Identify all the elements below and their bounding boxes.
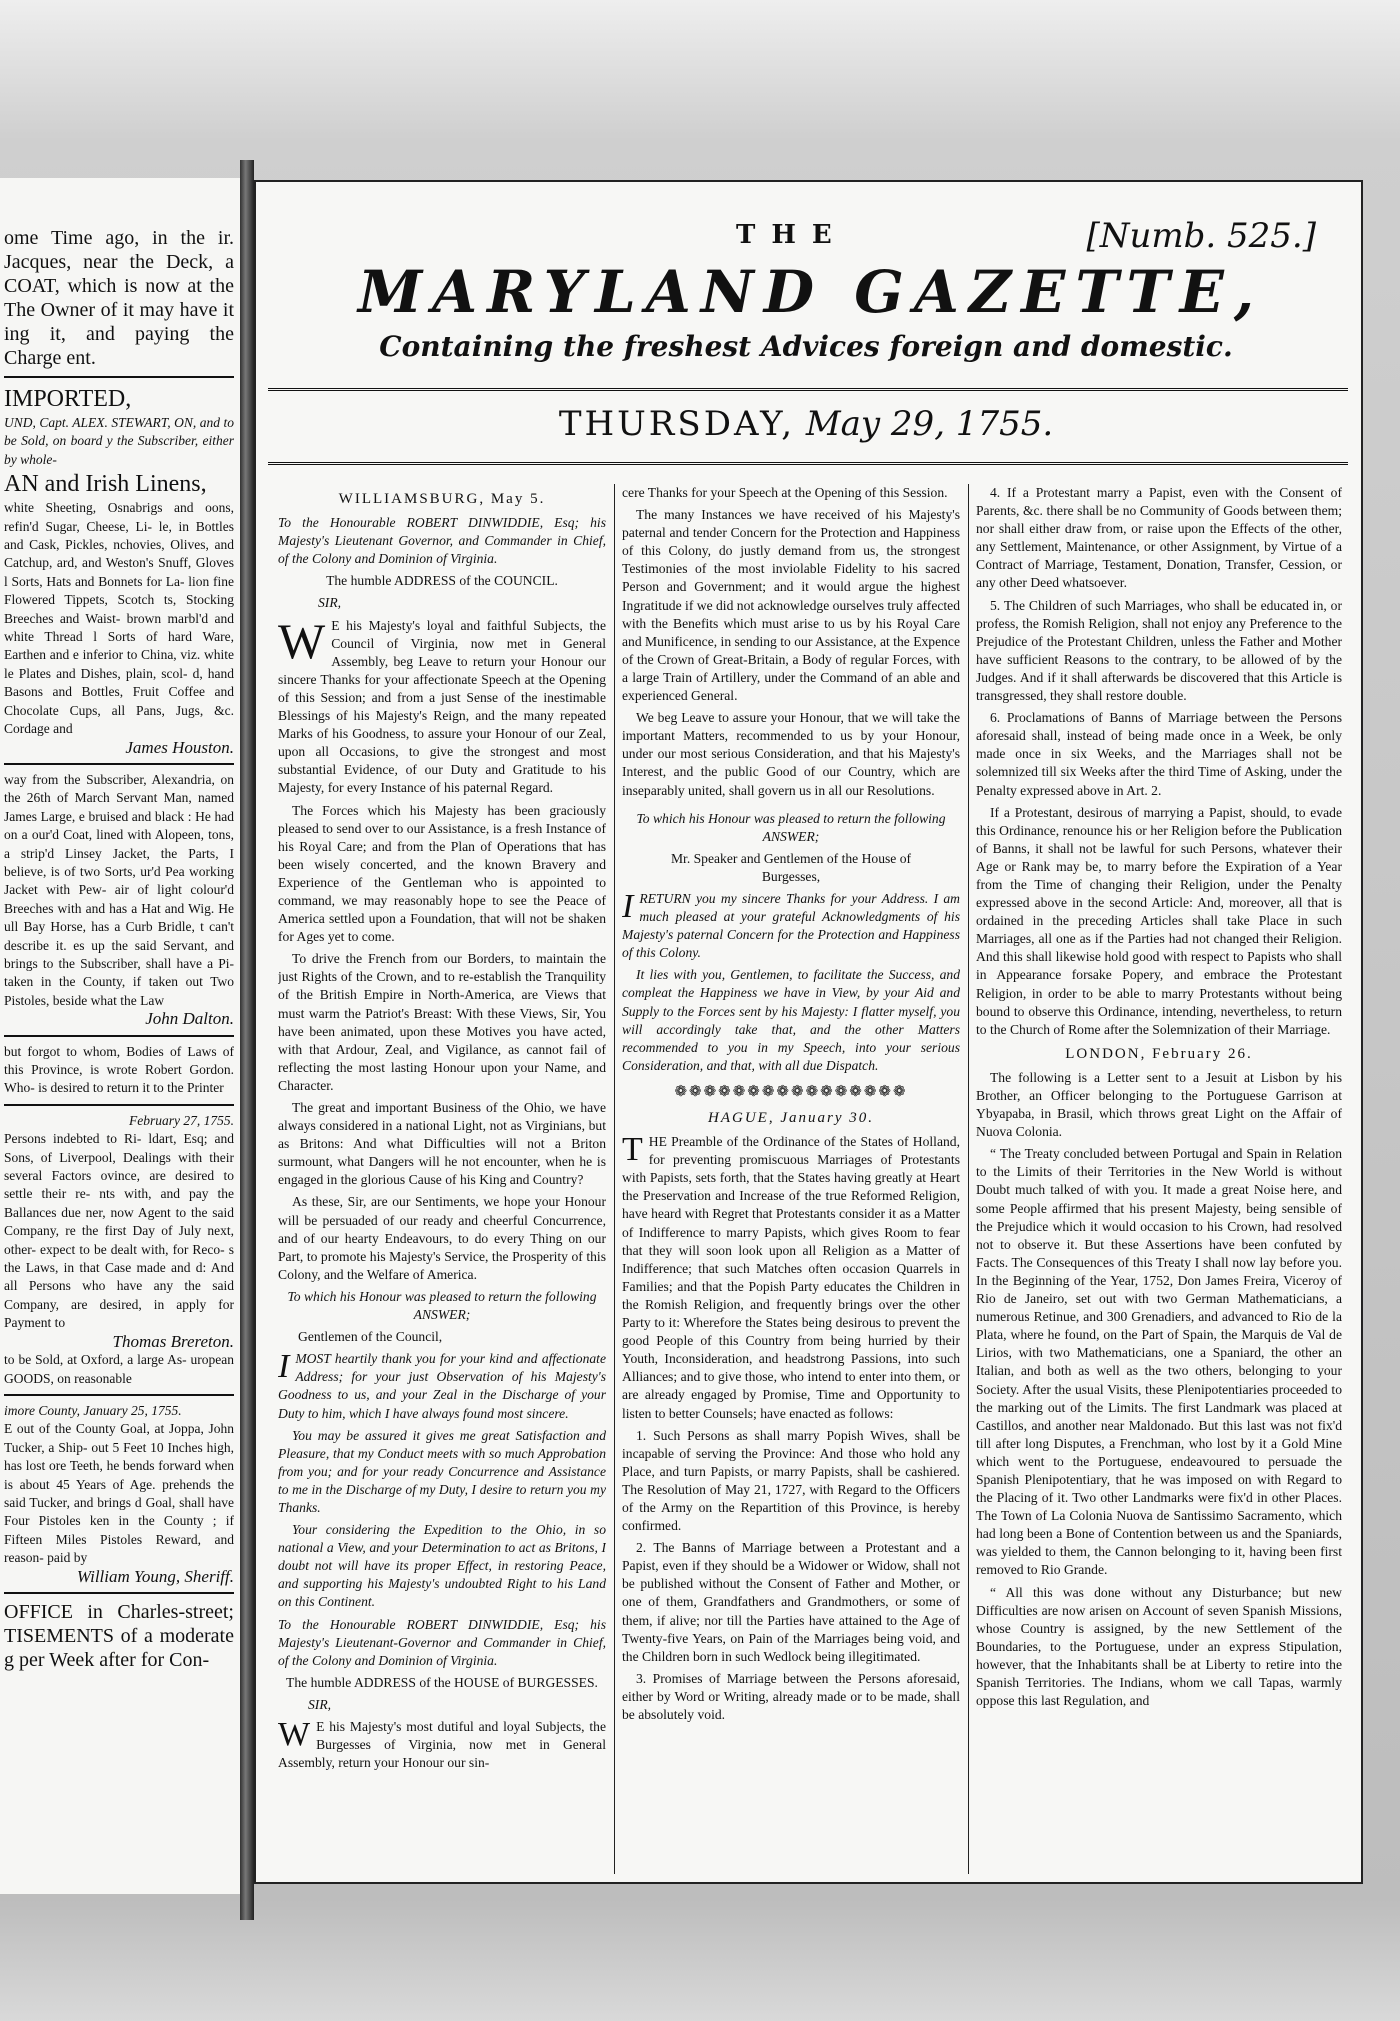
burgesses-paragraph: The many Instances we have received of his Majesty's paternal and tender Concern for the Protection and Happiness of this Colony, do justly demand from us, the strongest Testimonies of the most inviolable Fidelity to his sacred Person and Government; and it would argue the highest Ingratitude if we did not acknowledge ourselves truly affected with the Benefits which must arise to us by his Royal Care and Munificence, in sending to our Assistance, at the Expence of the Crown of Great-Britain, a Body of regular Forces, with a large Train of Artillery, under the Command of an able and experienced General.: [622, 507, 960, 704]
salutation: SIR,: [318, 595, 342, 611]
column-3: [976, 484, 1342, 1874]
column-2: [622, 484, 960, 1874]
council-paragraph: The Forces which his Majesty has been graciously pleased to send over to our Assistance, is a fresh Instance of his Royal Care; and from the Plan of Operations that has been wisely concerted, and the known Bravery and Experience of the Gentleman who is appointed to command, we may reasonably hope to see the Peace of America settled upon a Foundation, that will not be shaken for Ages yet to come.: [278, 802, 606, 945]
lp-rule: [4, 763, 234, 765]
london-paragraph: “ The Treaty concluded between Portugal and Spain in Relation to the Limits of their Territories in the New World is without Doubt much talked of with you. It made a great Noise here, and some People affirmed that his present Majesty, being sensible of the Prejudice which it would occasion to his Crown, had resolved not to observe it. But these Assertions have been confuted by Facts. The Consequences of this Treaty I shall now lay before you. In the Beginning of the Year, 1752, Don James Freira, Viceroy of Rio de Janeiro, set out with two German Mathematicians, a numerous Retinue, and 300 Grenadiers, and advanced to Rio de la Plata, where he found, on the Part of Spain, the Marquis de Val de Lirios, with two Mathematicians, one a Spaniard, the other an Italian, and both as well as the two others, belonging to your Society. After the usual Visits, these Plenipotentiaries proceeded to the marking out of the Limits. The first Landmark was placed at Castillos, and another near Maldonado. But this last was not fix'd till after long Disputes, a Frenchman, who lost by it a Gold Mine which went to the Portuguese, endeavoured to persuade the Spanish Plenipotentiary, that he was imposed on with Regard to the Placing of it. Two other Landmarks were fix'd in other Places. The Town of La Colonia Nuova de Santissimo Sacramento, which had long been a Bone of Contention between us and the Spaniards, was yielded to them, the Cannon belonging to it, having been first removed to Rio Grande.: [976, 1146, 1342, 1578]
gentlemen-salutation: Gentlemen of the Council,: [298, 1329, 443, 1345]
lp-office: OFFICE in Charles-street; TISEMENTS of a moderate g per Week after for Con-: [4, 1600, 234, 1671]
issue-day: THURSDAY,: [558, 404, 796, 444]
lp-signature: John Dalton.: [145, 1009, 234, 1029]
council-paragraph: To drive the French from our Borders, to maintain the just Rights of the Crown, and to re-establish the Tranquility of the British Empire in North-America, are Views that must warm the Patriot's Breast: With these Views, Sir, You have been animated, upon these Motives you have acted, with that Ardour, Zeal, and Vigilance, as cannot fail of reflecting the most lasting Honour upon your Name, and Character.: [278, 951, 606, 1093]
column-rule: [614, 484, 615, 1874]
salutation: SIR,: [308, 1696, 332, 1712]
column-1: [278, 484, 606, 1874]
hague-paragraph: 1. Such Persons as shall marry Popish Wives, shall be incapable of serving the Province: And those who hold any Place, and turn Papists, or marry Papists, shall be cashiered. The Resolution of May 21, 1727, with Regard to the Officers of the Army on the Repartition of this Province, is hereby confirmed.: [622, 1427, 960, 1534]
lp-rule: [4, 1394, 234, 1396]
hague-paragraph: 5. The Children of such Marriages, who shall be educated in, or profess, the Romish Religion, shall not enjoy any Preference to the Prejudice of the Protestant Children, unless the Father and Mother have sufficient Reasons to the contrary, to be allowed of by the Judges. And if it shall afterwards be discovered that this Article is transgressed, they shall restore double.: [976, 597, 1342, 704]
previous-page-text: [0, 178, 240, 1672]
hague-paragraph: 2. The Banns of Marriage between a Protestant and a Papist, even if they should be a Widower or Widow, shall not be published without the Consent of Father and Mother, or one of them, Grandfathers and Grandmothers, or some of them, if alive; nor till the Parties have attained to the Age of Twenty-five Years, on Pain of the Marriages being void, and the Children born in such Wedlock being illegitimated.: [622, 1540, 960, 1664]
ornament-divider: ❁❁❁❁❁❁❁❁❁❁❁❁❁❁❁❁: [674, 1083, 908, 1100]
lp-runaway: way from the Subscriber, Alexandria, on the 26th of March Servant Man, named James Large, e bruised and black : He had on a our'd Coat, lined with Alopeen, tons, a strip'd Linsey Jacket, the Parts, I believe, is of two Sorts, ur'd Pea working Jacket with Pew- air of light colour'd Breeches with and has a Hat and Wig. He ull Bay Horse, has a Curb Bridle, t can't describe it. es up the said Servant, and brings to the Subscriber, shall have a Pi- taken in the County, if taken out Two Pistoles, beside what the Law: [4, 771, 234, 1008]
lp-indebted: Persons indebted to Ri- ldart, Esq; and Sons, of Liverpool, Dealings with their several Factors ovince, are desired to settle their re- nts with, and pay the Ballances due ner, now Agent to the said Company, re the first Day of July next, other- expect to be dealt with, for Reco- s the Laws, in that Case made and d: And all Persons who have any the said Company, are desired, in apply for Payment to: [4, 1131, 234, 1331]
masthead-the: THE: [736, 220, 848, 250]
answer-paragraph: RETURN you my sincere Thanks for your Address. I am much pleased at your grateful Acknowledgments of his Majesty's paternal Concern for the Protection and Happiness of this Colony.: [622, 890, 960, 961]
lp-rule: [4, 1035, 234, 1037]
hague-paragraph: HE Preamble of the Ordinance of the States of Holland, for preventing promiscuous Marriages of Protestants with Papists, sets forth, that the States having greatly at Heart the Preservation and Increase of the true Reformed Religion, have heard with Regret that Protestants consider it as a Matter of Indifference to marry Papists, which gives Room to fear that they will soon look upon all Religion as a Matter of Indifference; that such Matches often occasion Quarrels in Families; and that the Popish Party educates the Children in the Romish Religion, and frequently brings over the other Party to it: Wherefore the States being desirous to prevent the good People of this Country from being hurried by their Youth, Inconsideration, and headstrong Passions, into such Alliances; and to give those, who intend to enter into them, or are already engaged by Promise, Time and Opportunity to listen to better Counsels; have enacted as follows:: [622, 1134, 960, 1421]
council-paragraph: As these, Sir, are our Sentiments, we hope your Honour will be persuaded of our ready and cheerful Concurrence, and of our hearty Endeavours, to do every Thing on our Part, to promote his Majesty's Service, the Prosperity of this Colony, and the Welfare of America.: [278, 1194, 606, 1282]
answer-paragraph: Your considering the Expedition to the Ohio, in so national a View, and your Determination to act as Britons, I doubt not will have its proper Effect, in restoring Peace, and supporting his Majesty's undoubted Right to his Land on this Continent.: [278, 1522, 606, 1610]
lp-linens-body: white Sheeting, Osnabrigs and oons, refin'd Sugar, Cheese, Li- le, in Bottles and Cask, Pickles, nchovies, Olives, and Catchup, ard, and Weston's Snuff, Gloves l Sorts, Hats and Bonnets for La- lion fine Flowered Tippets, Scotch ts, Stocking Breeches and Waist- brown marbl'd and white Thread l Sorts of hard Ware, Earthen and e inferior to China, viz. white le Plates and Dishes, plain, scol- d, hand Basons and Bottles, Fruit Coffee and Chocolate Cups, all Pans, Jugs, &c. Cordage and: [4, 500, 234, 737]
drop-cap: I: [278, 1348, 290, 1386]
lp-sold: to be Sold, at Oxford, a large As- uropean GOODS, on reasonable: [4, 1352, 234, 1386]
burgesses-paragraph: cere Thanks for your Speech at the Opening of this Session.: [622, 485, 948, 500]
lp-linens-head: AN and Irish Linens,: [4, 471, 207, 498]
lp-goal: E out of the County Goal, at Joppa, John Tucker, a Ship- out 5 Feet 10 Inches high, has lost ore Teeth, he bends forward when is about 45 Years of Age. prehends the said Tucker, and brings d Goal, shall have Four Pistoles ken in the County ; if Fifteen Miles Pistoles Reward, and reason- paid by: [4, 1421, 234, 1566]
answer-paragraph: It lies with you, Gentlemen, to facilitate the Success, and compleat the Happiness we have in View, by your Aid and Supply to the Forces sent by his Majesty: I flatter myself, you will accordingly take that, and the other Matters recommended to you in my Speech, into your serious Consideration, and that, with all due Dispatch.: [622, 967, 960, 1073]
lp-rule: [4, 1592, 234, 1594]
hague-paragraph: 6. Proclamations of Banns of Marriage between the Persons aforesaid shall, instead of being made once in a Week, be only made once in six Weeks, and the Marriages shall not be solemnized till six Weeks after the third Time of Asking, under the Penalty expressed above in Art. 2.: [976, 710, 1342, 798]
answer-paragraph: MOST heartily thank you for your kind and affectionate Address; for your just Observation of his Majesty's Goodness to us, and your Zeal in the Discharge of your Duty to him, which I have always found most sincere.: [278, 1351, 606, 1421]
previous-page: [0, 178, 243, 1894]
lp-signature: James Houston.: [125, 737, 234, 757]
lp-imported-body: UND, Capt. ALEX. STEWART, ON, and to be Sold, on board y the Subscriber, either by whole-: [4, 415, 234, 467]
issue-date-text: May 29, 1755.: [805, 404, 1054, 444]
council-paragraph: The great and important Business of the Ohio, we have always considered in a national Light, not as Virginians, but as Britons: And what Difficulties will not a Briton surmount, what Dangers will he not encounter, when he is engaged in the glorious Cause of his King and Country?: [278, 1100, 606, 1188]
burgesses-address-title: The humble ADDRESS of the HOUSE of BURGESSES.: [286, 1674, 598, 1690]
newspaper-page: [254, 180, 1363, 1884]
drop-cap: W: [278, 612, 326, 669]
london-paragraph: The following is a Letter sent to a Jesuit at Lisbon by his Brother, an Officer belonging to the Portuguese Garrison at Ybyapaba, in Brasil, which throws great Light on the Affair of Nuova Colonia.: [976, 1069, 1342, 1140]
lp-signature: William Young, Sheriff.: [76, 1566, 234, 1586]
masthead-rule: [268, 388, 1348, 391]
speaker-salutation: Mr. Speaker and Gentlemen of the House of Burgesses,: [670, 850, 912, 884]
column-rule: [968, 484, 969, 1874]
answer-paragraph: You may be assured it gives me great Satisfaction and Pleasure, that my Conduct meets with so much Approbation from you; and for your ready Concurrence and Assistance to me in the Discharge of my Duty, I desire to return you my Thanks.: [278, 1427, 606, 1515]
hague-paragraph: If a Protestant, desirous of marrying a Papist, should, to evade this Ordinance, renounce his or her Religion before the Publication of Banns, it shall not be lawful for such Persons, whatever their Age or Rank may be, to marry before the Expiration of a Year from the Time of changing their Religion, under the Penalty expressed above in the second Article: And, moreover, all that is ordained in the preceding Articles shall take Place in such Marriages, all one as if the Parties had not changed their Religion. And this shall likewise hold good with respect to Papists who shall in Appearance forsake Popery, and embrace the Protestant Religion, in order to be able to marry Protestants without being bound to observe this Ordinance, intending, nevertheless, to return to the Church of Rome after the Solemnization of their Marriage.: [976, 804, 1342, 1037]
answer-intro: To which his Honour was pleased to return the following ANSWER;: [636, 810, 946, 844]
lp-forgot: but forgot to whom, Bodies of Laws of this Province, is wrote Robert Gordon. Who- is desired to return it to the Printer: [4, 1043, 234, 1096]
burgesses-paragraph: E his Majesty's most dutiful and loyal Subjects, the Burgesses of Virginia, now met in General Assembly, return your Honour our sin-: [278, 1719, 606, 1771]
hague-dateline: HAGUE, January 30.: [708, 1110, 874, 1126]
lp-rule: [4, 1104, 234, 1106]
williamsburg-dateline: WILLIAMSBURG, May 5.: [338, 491, 546, 507]
lp-signature: Thomas Brereton.: [112, 1331, 234, 1351]
newspaper-subtitle: Containing the freshest Advices foreign and domestic.: [379, 330, 1233, 363]
council-address-title: The humble ADDRESS of the COUNCIL.: [326, 573, 558, 589]
drop-cap: W: [278, 1716, 311, 1753]
newspaper-title: MARYLAND GAZETTE,: [357, 258, 1265, 326]
issue-number: [Numb. 525.]: [1086, 216, 1316, 256]
drop-cap: I: [622, 887, 634, 925]
london-dateline: LONDON, February 26.: [1065, 1045, 1253, 1062]
dateline-rule: [268, 462, 1348, 465]
hague-paragraph: 4. If a Protestant marry a Papist, even with the Consent of Parents, &c. there shall be no Community of Goods between them; nor shall either draw from, or raise upon the Effects of the other, any Settlement, Maintenance, or other Assignment, by Virtue of a Contract of Marriage, Testament, Donation, Transfer, Cession, or any other Deed whatsoever.: [976, 485, 1342, 591]
lp-county: imore County, January 25, 1755.: [4, 1402, 182, 1418]
lp-date: February 27, 1755.: [129, 1112, 234, 1128]
address-to-line: To the Honourable ROBERT DINWIDDIE, Esq; his Majesty's Lieutenant-Governor and Commander in Chief, of the Colony and Dominion of Virginia.: [278, 1616, 606, 1668]
issue-date: [256, 404, 1356, 444]
lp-imported-head: IMPORTED,: [4, 386, 132, 412]
london-paragraph: “ All this was done without any Disturbance; but new Difficulties are now arisen on Account of seven Spanish Missions, whose Country is assigned, by the new Settlement of the Boundaries, to the Portuguese, under an express Stipulation, however, that the Inhabitants shall be at Liberty to retire into the Spanish Territories. The Indians, whom we call Tapas, warmly oppose this last Regulation, and: [976, 1584, 1342, 1709]
address-to-line: To the Honourable ROBERT DINWIDDIE, Esq; his Majesty's Lieutenant Governor, and Commander in Chief, of the Colony and Dominion of Virginia.: [278, 515, 606, 567]
hague-paragraph: 3. Promises of Marriage between the Persons aforesaid, either by Word or Writing, already made or to be made, shall be absolutely void.: [622, 1670, 960, 1722]
council-paragraph: E his Majesty's loyal and faithful Subjects, the Council of Virginia, now met in General Assembly, beg Leave to return your Honour our sincere Thanks for your affectionate Speech at the Opening of this Session; and from a just Sense of the inestimable Blessings of his Majesty's Reign, and the many repeated Marks of his Goodness, to assure your Honour of our Zeal, upon all Occasions, to give the strongest and most substantial Evidence, of our Duty and Gratitude to his Majesty, for every Instance of his paternal Regard.: [278, 617, 606, 796]
answer-intro: To which his Honour was pleased to return the following ANSWER;: [287, 1288, 597, 1323]
lp-rule: [4, 376, 234, 378]
book-gutter: [240, 160, 254, 1920]
burgesses-paragraph: We beg Leave to assure your Honour, that we will take the important Matters, recommended to us by your Honour, under our most serious Consideration, and that his Majesty's Interest, and the public Good of our Country, which are inseparably united, shall govern us in all our Resolutions.: [622, 710, 960, 798]
lp-notice-top: ome Time ago, in the ir. Jacques, near the Deck, a COAT, which is now at the The Owner of it may have it ing it, and paying the Charge ent.: [4, 227, 234, 369]
drop-cap: T: [622, 1131, 643, 1169]
